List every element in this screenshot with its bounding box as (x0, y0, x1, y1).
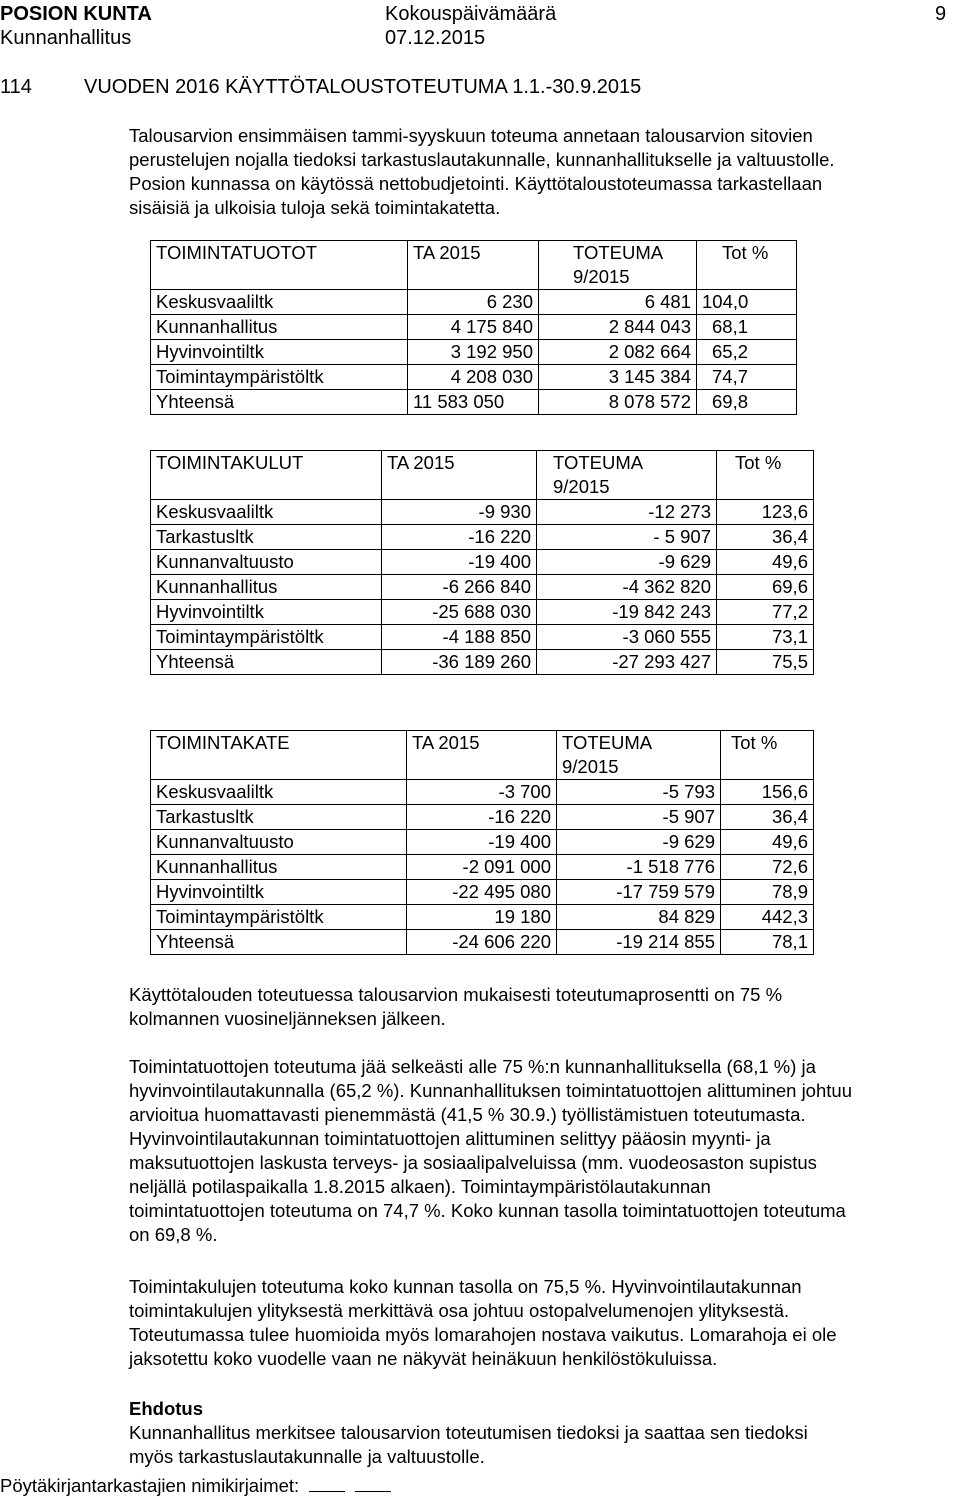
paragraph-revenue-analysis (129, 1055, 852, 1247)
header-cell: Tot % (697, 241, 797, 290)
header-cell: TA 2015 (382, 451, 537, 500)
header-cell: TOIMINTATUOTOT (151, 241, 408, 290)
percent-cell: 69,6 (717, 575, 814, 600)
percent-cell: 65,2 (697, 340, 797, 365)
text-line: Käyttötalouden toteutuessa talousarvion mukaisesti toteutumaprosentti on 75 % (129, 984, 783, 1005)
table-row (151, 500, 814, 525)
table-row (151, 525, 814, 550)
header-line: TOTEUMA (573, 242, 664, 263)
text-line: sisäisiä ja ulkoisia tuloja sekä toimintakatetta. (129, 197, 501, 218)
header-line: 9/2015 (573, 266, 630, 287)
signature-line (309, 1477, 345, 1492)
unit-cell: Kunnanhallitus (151, 315, 408, 340)
budget-cell: 19 180 (407, 905, 557, 930)
text-line: Kunnanhallitus merkitsee talousarvion toteutumisen tiedoksi ja saattaa sen tiedoksi (129, 1422, 808, 1443)
actual-cell: 2 844 043 (539, 315, 697, 340)
table-row (151, 550, 814, 575)
unit-cell: Hyvinvointiltk (151, 600, 382, 625)
budget-cell: -36 189 260 (382, 650, 537, 675)
percent-cell: 78,1 (721, 930, 814, 955)
percent-cell: 104,0 (697, 290, 797, 315)
text-line: Toimintakulujen toteutuma koko kunnan tasolla on 75,5 %. Hyvinvointilautakunnan (129, 1276, 802, 1297)
table-header-row (151, 451, 814, 500)
header-line: 9/2015 (562, 756, 619, 777)
budget-cell: -19 400 (382, 550, 537, 575)
budget-cell: 3 192 950 (408, 340, 539, 365)
budget-cell: -6 266 840 (382, 575, 537, 600)
text-line: toimintakulujen ylityksestä merkittävä osa johtuu ostopalvelumenojen ylityksestä. (129, 1300, 790, 1321)
percent-cell: 36,4 (717, 525, 814, 550)
table-row (151, 575, 814, 600)
table-row (151, 365, 797, 390)
signature-line (355, 1477, 391, 1492)
budget-cell: -16 220 (382, 525, 537, 550)
actual-cell: -19 842 243 (537, 600, 717, 625)
percent-cell: 49,6 (717, 550, 814, 575)
budget-cell: -4 188 850 (382, 625, 537, 650)
text-line: perustelujen nojalla tiedoksi tarkastuslautakunnalle, kunnanhallitukselle ja valtuustolle. (129, 149, 835, 170)
actual-cell: -12 273 (537, 500, 717, 525)
actual-cell: -1 518 776 (557, 855, 721, 880)
table-row (151, 625, 814, 650)
unit-cell: Keskusvaaliltk (151, 500, 382, 525)
proposal-heading: Ehdotus (129, 1398, 203, 1419)
unit-cell: Keskusvaaliltk (151, 780, 407, 805)
header-cell (557, 731, 721, 780)
percent-cell: 78,9 (721, 880, 814, 905)
text-line: Toteutumassa tulee huomioida myös lomarahojen nostava vaikutus. Lomarahoja ei ole (129, 1324, 837, 1345)
unit-cell: Yhteensä (151, 390, 408, 415)
actual-cell: 2 082 664 (539, 340, 697, 365)
table-row (151, 315, 797, 340)
header-cell (537, 451, 717, 500)
text-line: arvioitua huomattavasti pienemmästä (41,5 % 30.9.) työllistämistuen toteutumasta. (129, 1104, 806, 1125)
table-row (151, 600, 814, 625)
item-title: VUODEN 2016 KÄYTTÖTALOUSTOTEUTUMA 1.1.-30.9.2015 (84, 76, 642, 98)
signature-label: Pöytäkirjantarkastajien nimikirjaimet: (0, 1475, 300, 1496)
budget-cell: -3 700 (407, 780, 557, 805)
unit-cell: Toimintaympäristöltk (151, 905, 407, 930)
text-line: maksutuottojen laskusta terveys- ja sosiaalipalveluissa (mm. vuodeosaston supistus (129, 1152, 817, 1173)
actual-cell: 8 078 572 (539, 390, 697, 415)
unit-cell: Yhteensä (151, 930, 407, 955)
percent-cell: 74,7 (697, 365, 797, 390)
unit-cell: Tarkastusltk (151, 525, 382, 550)
text-line: Posion kunnassa on käytössä nettobudjetointi. Käyttötaloustoteumassa tarkastellaan (129, 173, 823, 194)
budget-cell: 6 230 (408, 290, 539, 315)
table-row (151, 780, 814, 805)
actual-cell: -9 629 (537, 550, 717, 575)
table-row (151, 830, 814, 855)
percent-cell: 156,6 (721, 780, 814, 805)
text-line: Toimintatuottojen toteutuma jää selkeästi alle 75 %:n kunnanhallituksella (68,1 %) ja (129, 1056, 816, 1077)
actual-cell: -9 629 (557, 830, 721, 855)
actual-cell: - 5 907 (537, 525, 717, 550)
table-total-row (151, 390, 797, 415)
unit-cell: Tarkastusltk (151, 805, 407, 830)
header-cell: TOIMINTAKATE (151, 731, 407, 780)
actual-cell: 3 145 384 (539, 365, 697, 390)
proposal-section (129, 1397, 808, 1469)
table-row (151, 805, 814, 830)
percent-cell: 73,1 (717, 625, 814, 650)
table-row (151, 340, 797, 365)
header-line: TOTEUMA (562, 732, 653, 753)
header-cell: TOIMINTAKULUT (151, 451, 382, 500)
unit-cell: Toimintaympäristöltk (151, 365, 408, 390)
text-line: toimintatuottojen toteutuma on 74,7 %. Koko kunnan tasolla toimintatuottojen toteutuma (129, 1200, 846, 1221)
unit-cell: Kunnanhallitus (151, 575, 382, 600)
text-line: neljällä potilaspaikalla 1.8.2015 alkaen). Toimintaympäristölautakunnan (129, 1176, 711, 1197)
paragraph-target-rate (129, 983, 782, 1031)
table-total-row (151, 930, 814, 955)
table-row (151, 880, 814, 905)
date-label: Kokouspäivämäärä (385, 3, 557, 25)
table-header-row (151, 731, 814, 780)
table-row (151, 855, 814, 880)
percent-cell: 75,5 (717, 650, 814, 675)
budget-cell: 11 583 050 (408, 390, 539, 415)
paragraph-cost-analysis (129, 1275, 837, 1371)
actual-cell: -3 060 555 (537, 625, 717, 650)
table-toimintakate (150, 730, 814, 955)
organ-name: Kunnanhallitus (0, 27, 132, 49)
percent-cell: 442,3 (721, 905, 814, 930)
table-row (151, 905, 814, 930)
actual-cell: -19 214 855 (557, 930, 721, 955)
meeting-date: 07.12.2015 (385, 27, 486, 49)
unit-cell: Kunnanvaltuusto (151, 830, 407, 855)
text-line: hyvinvointilautakunnalla (65,2 %). Kunnanhallituksen toimintatuottojen alittuminen johtuu (129, 1080, 852, 1101)
header-line: TOTEUMA (553, 452, 644, 473)
actual-cell: -4 362 820 (537, 575, 717, 600)
percent-cell: 69,8 (697, 390, 797, 415)
actual-cell: -5 793 (557, 780, 721, 805)
budget-cell: -25 688 030 (382, 600, 537, 625)
header-cell (539, 241, 697, 290)
budget-cell: -2 091 000 (407, 855, 557, 880)
percent-cell: 36,4 (721, 805, 814, 830)
budget-cell: 4 175 840 (408, 315, 539, 340)
unit-cell: Keskusvaaliltk (151, 290, 408, 315)
percent-cell: 123,6 (717, 500, 814, 525)
actual-cell: -27 293 427 (537, 650, 717, 675)
percent-cell: 49,6 (721, 830, 814, 855)
text-line: Talousarvion ensimmäisen tammi-syyskuun toteuma annetaan talousarvion sitovien (129, 125, 813, 146)
table-toimintatuotot (150, 240, 797, 415)
unit-cell: Kunnanhallitus (151, 855, 407, 880)
text-line: myös tarkastuslautakunnalle ja valtuustolle. (129, 1446, 485, 1467)
header-cell: TA 2015 (408, 241, 539, 290)
actual-cell: 6 481 (539, 290, 697, 315)
text-line: on 69,8 %. (129, 1224, 218, 1245)
budget-cell: 4 208 030 (408, 365, 539, 390)
percent-cell: 72,6 (721, 855, 814, 880)
budget-cell: -9 930 (382, 500, 537, 525)
text-line: kolmannen vuosineljänneksen jälkeen. (129, 1008, 446, 1029)
unit-cell: Hyvinvointiltk (151, 340, 408, 365)
budget-cell: -22 495 080 (407, 880, 557, 905)
item-number: 114 (0, 76, 32, 98)
signature-footer (0, 1474, 391, 1498)
header-line: 9/2015 (553, 476, 610, 497)
unit-cell: Toimintaympäristöltk (151, 625, 382, 650)
table-toimintakulut (150, 450, 814, 675)
percent-cell: 68,1 (697, 315, 797, 340)
actual-cell: -5 907 (557, 805, 721, 830)
percent-cell: 77,2 (717, 600, 814, 625)
unit-cell: Yhteensä (151, 650, 382, 675)
budget-cell: -19 400 (407, 830, 557, 855)
header-cell: TA 2015 (407, 731, 557, 780)
table-row (151, 290, 797, 315)
table-total-row (151, 650, 814, 675)
page-number: 9 (935, 3, 947, 25)
org-name: POSION KUNTA (0, 3, 152, 25)
actual-cell: -17 759 579 (557, 880, 721, 905)
actual-cell: 84 829 (557, 905, 721, 930)
text-line: Hyvinvointilautakunnan toimintatuottojen alittuminen selittyy pääosin myynti- ja (129, 1128, 771, 1149)
unit-cell: Kunnanvaltuusto (151, 550, 382, 575)
header-cell: Tot % (717, 451, 814, 500)
budget-cell: -16 220 (407, 805, 557, 830)
intro-paragraph (129, 124, 835, 220)
unit-cell: Hyvinvointiltk (151, 880, 407, 905)
text-line: jaksotettu koko vuodelle vaan ne näkyvät heinäkuun henkilöstökuluissa. (129, 1348, 718, 1369)
budget-cell: -24 606 220 (407, 930, 557, 955)
header-cell: Tot % (721, 731, 814, 780)
table-header-row (151, 241, 797, 290)
